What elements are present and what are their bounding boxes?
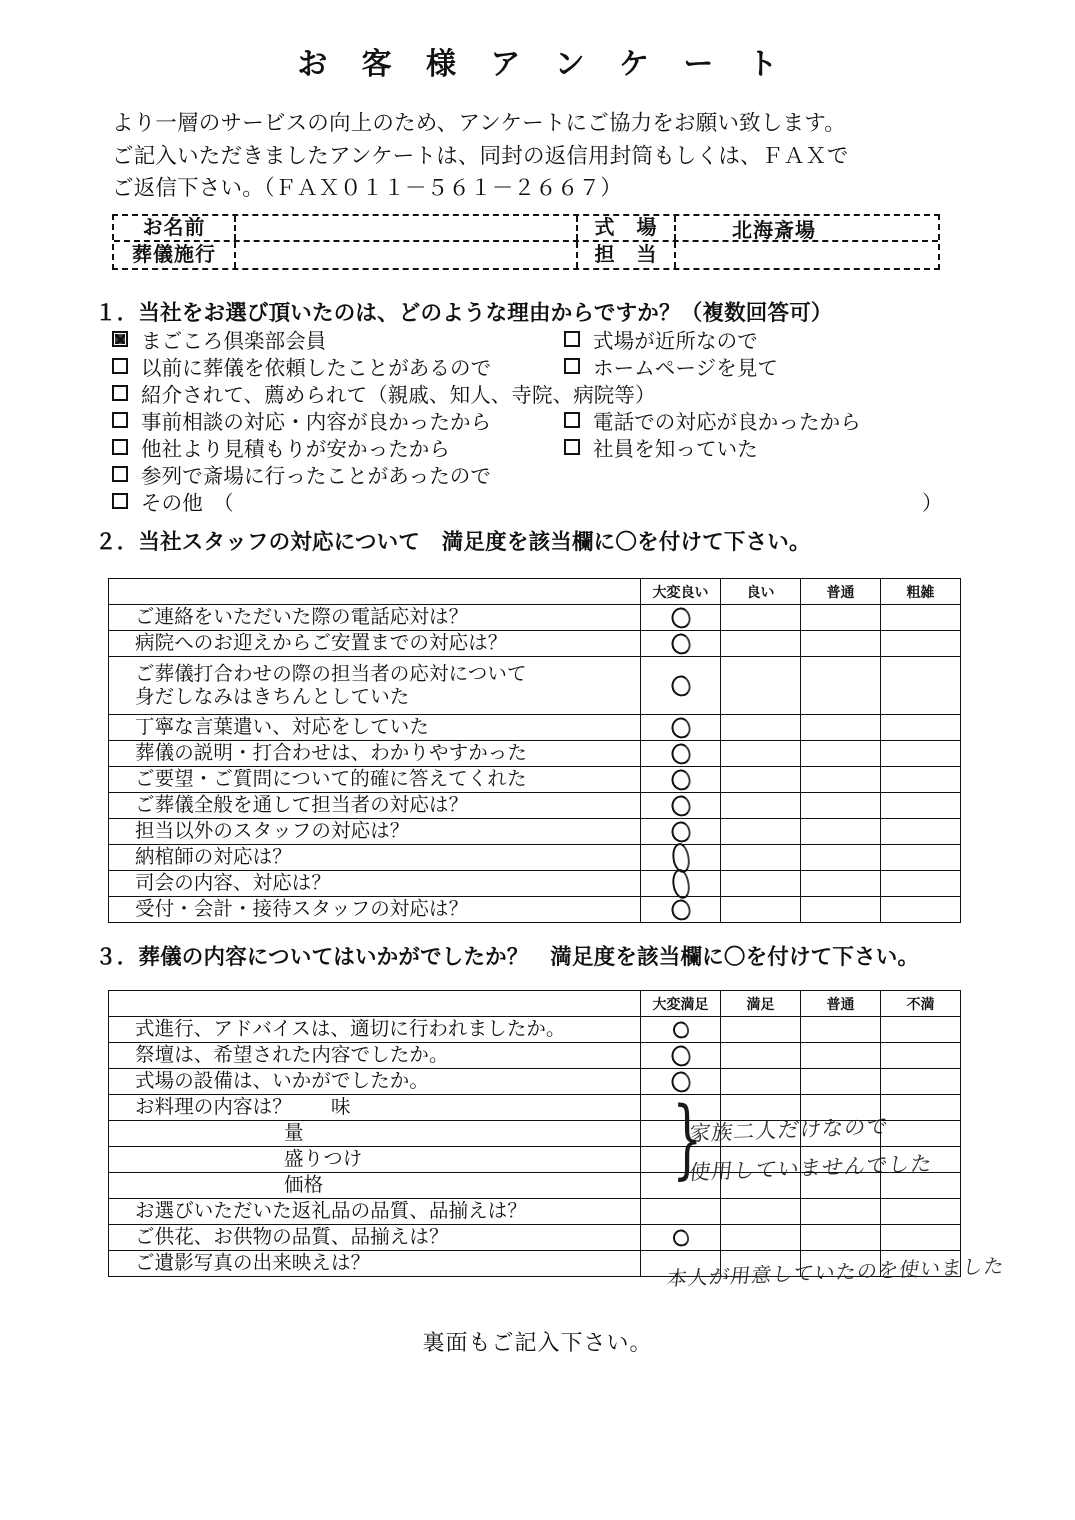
checkbox-icon[interactable] (112, 385, 128, 401)
circle-mark (670, 794, 692, 817)
handwritten-brace: } (672, 1089, 703, 1189)
cell-satisfied[interactable] (721, 1017, 801, 1043)
ceremony-label: 葬儀施行 (114, 242, 236, 268)
venue-label: 式 場 (576, 216, 676, 240)
header-blank (109, 991, 641, 1017)
table-row (109, 1199, 961, 1225)
row-label-food-price: 価格 (109, 1173, 641, 1199)
intro-paragraph (112, 107, 1075, 205)
cell-very-good[interactable] (641, 819, 721, 845)
option-label: 社員を知っていた (593, 437, 758, 461)
cell-dissatisfied[interactable] (881, 1069, 961, 1095)
cell-satisfied[interactable] (721, 1199, 801, 1225)
circle-mark (671, 1020, 689, 1039)
cell-good[interactable] (721, 657, 801, 715)
header-dissatisfied: 不満 (881, 991, 961, 1017)
circle-mark (670, 867, 691, 899)
cell-poor[interactable] (881, 845, 961, 871)
cell-good[interactable] (721, 897, 801, 923)
cell-poor[interactable] (881, 897, 961, 923)
cell-good[interactable] (721, 819, 801, 845)
cell-satisfied[interactable] (721, 1225, 801, 1251)
cell-dissatisfied[interactable] (881, 1199, 961, 1225)
row-label: 受付・会計・接待スタッフの対応は？ (109, 897, 641, 923)
checkbox-icon[interactable] (564, 439, 580, 455)
handwritten-photo-note: 本人が用意していたのを使いました (665, 1253, 1007, 1291)
cell-poor[interactable] (881, 605, 961, 631)
header-average: 普通 (801, 579, 881, 605)
table-row (109, 897, 961, 923)
checkbox-icon[interactable] (564, 331, 580, 347)
circle-mark (670, 674, 692, 697)
row-label: 丁寧な言葉遣い、対応をしていた (109, 715, 641, 741)
checkbox-icon[interactable] (112, 331, 128, 347)
cell-average[interactable] (801, 871, 881, 897)
intro-line-3: ご返信下さい。（ＦＡＸ０１１－５６１－２６６７） (112, 176, 623, 201)
name-label: お名前 (114, 216, 236, 240)
table-row (109, 767, 961, 793)
cell-poor[interactable] (881, 657, 961, 715)
circle-mark (670, 820, 692, 843)
cell-average[interactable] (801, 897, 881, 923)
cell-dissatisfied[interactable] (881, 1043, 961, 1069)
circle-mark (670, 1044, 692, 1067)
question2-heading: ２．当社スタッフの対応について 満足度を該当欄に〇を付けて下さい。 (95, 530, 811, 554)
staff-label: 担 当 (576, 242, 676, 268)
cell-average[interactable] (801, 1069, 881, 1095)
row-label: 担当以外のスタッフの対応は？ (109, 819, 641, 845)
handwritten-food-note-line1: 家族二人だけなので (687, 1114, 890, 1146)
cell-average[interactable] (801, 1043, 881, 1069)
option-homepage[interactable] (564, 351, 778, 381)
cell-very-good[interactable] (641, 767, 721, 793)
customer-info-table (112, 214, 940, 270)
cell-very-good[interactable] (641, 793, 721, 819)
option-label: 紹介されて、薦められて（親戚、知人、寺院、病院等） (141, 383, 656, 407)
intro-line-2: ご記入いただきましたアンケートは、同封の返信用封筒もしくは、ＦＡＸで (112, 143, 849, 168)
cell-satisfied[interactable] (721, 1069, 801, 1095)
option-magokoro-member[interactable] (112, 324, 564, 354)
cell-very-good[interactable] (641, 871, 721, 897)
option-label: ホームページを見て (593, 356, 778, 380)
cell-average[interactable] (801, 605, 881, 631)
option-previous-funeral[interactable] (112, 351, 564, 381)
table-row (109, 871, 961, 897)
cell-very-good[interactable] (641, 605, 721, 631)
cell-poor[interactable] (881, 715, 961, 741)
option-label: 事前相談の対応・内容が良かったから (141, 410, 492, 434)
table-row (109, 1043, 961, 1069)
option-attended-before[interactable] (112, 459, 491, 489)
staff-rating-table (108, 578, 961, 923)
row-label: 式場の設備は、いかがでしたか。 (109, 1069, 641, 1095)
cell-average[interactable] (801, 793, 881, 819)
row-label: 葬儀の説明・打合わせは、わかりやすかった (109, 741, 641, 767)
info-row-name (114, 216, 938, 242)
row-label: 司会の内容、対応は？ (109, 871, 641, 897)
cell-average[interactable] (801, 631, 881, 657)
option-label: その他 （ (141, 491, 234, 515)
circle-mark (670, 768, 692, 791)
table-row (109, 741, 961, 767)
cell-good[interactable] (721, 845, 801, 871)
cell-good[interactable] (721, 767, 801, 793)
header-very-good: 大変良い (641, 579, 721, 605)
cell-average[interactable] (801, 819, 881, 845)
cell-dissatisfied[interactable] (881, 1017, 961, 1043)
cell-average[interactable] (801, 1017, 881, 1043)
cell-average[interactable] (801, 715, 881, 741)
cell-good[interactable] (721, 741, 801, 767)
row-label-food-presentation: 盛りつけ (109, 1147, 641, 1173)
option-label: まごころ倶楽部会員 (141, 329, 327, 353)
cell-very-satisfied[interactable] (641, 1017, 721, 1043)
row-label: ご葬儀全般を通して担当者の対応は？ (109, 793, 641, 819)
cell-satisfied[interactable] (721, 1043, 801, 1069)
option-row (112, 352, 972, 379)
option-venue-nearby[interactable] (564, 324, 758, 354)
cell-very-good[interactable] (641, 897, 721, 923)
option-row (112, 325, 972, 352)
cell-good[interactable] (721, 605, 801, 631)
table-row (109, 1069, 961, 1095)
cell-good[interactable] (721, 793, 801, 819)
ceremony-field[interactable] (236, 242, 576, 268)
staff-field[interactable] (676, 242, 938, 268)
option-referral[interactable] (112, 378, 656, 408)
table-row (109, 1225, 961, 1251)
cell-good[interactable] (721, 631, 801, 657)
table-row (109, 715, 961, 741)
cell-good[interactable] (721, 715, 801, 741)
cell-very-good[interactable] (641, 631, 721, 657)
cell-very-satisfied[interactable] (641, 1199, 721, 1225)
cell-dissatisfied[interactable] (881, 1225, 961, 1251)
table-row (109, 1017, 961, 1043)
option-pre-consultation[interactable] (112, 405, 564, 435)
cell-average[interactable] (801, 1225, 881, 1251)
row-label (109, 657, 641, 715)
cell-average[interactable] (801, 767, 881, 793)
option-other[interactable] (112, 486, 972, 516)
cell-poor[interactable] (881, 819, 961, 845)
row-label: 祭壇は、希望された内容でしたか。 (109, 1043, 641, 1069)
option-phone-response[interactable] (564, 405, 861, 435)
option-row (112, 487, 972, 514)
row-label: 納棺師の対応は？ (109, 845, 641, 871)
checkbox-icon[interactable] (112, 412, 128, 428)
cell-poor[interactable] (881, 871, 961, 897)
question1-options (112, 325, 972, 514)
intro-line-1: より一層のサービスの向上のため、アンケートにご協力をお願い致します。 (112, 111, 846, 135)
table-row (109, 631, 961, 657)
name-field[interactable] (236, 216, 576, 240)
checkbox-icon[interactable] (112, 358, 128, 374)
row-label: 式進行、アドバイスは、適切に行われましたか。 (109, 1017, 641, 1043)
cell-very-satisfied[interactable] (641, 1225, 721, 1251)
table-row (109, 657, 961, 715)
row-label: ご連絡をいただいた際の電話応対は？ (109, 605, 641, 631)
row-label: 病院へのお迎えからご安置までの対応は？ (109, 631, 641, 657)
venue-field[interactable]: 北海斎場 (732, 219, 816, 242)
row-label-return-gift: お選びいただいた返礼品の品質、品揃えは？ (109, 1199, 641, 1225)
row-label: ご要望・ご質問について的確に答えてくれた (109, 767, 641, 793)
question3-heading: ３．葬儀の内容についてはいかがでしたか？ 満足度を該当欄に〇を付けて下さい。 (95, 945, 920, 969)
row-label-line1: ご葬儀打合わせの際の担当者の応対について (135, 663, 527, 686)
other-close-paren: ） (922, 491, 943, 515)
option-label: 参列で斎場に行ったことがあったので (141, 464, 491, 488)
table-row (109, 819, 961, 845)
table-row (109, 845, 961, 871)
table-header-row (109, 991, 961, 1017)
option-row (112, 379, 972, 406)
cell-very-good[interactable] (641, 715, 721, 741)
row-label-food-amount: 量 (109, 1121, 641, 1147)
row-label-portrait: ご遺影写真の出来映えは？ (109, 1251, 641, 1277)
row-label-flowers: ご供花、お供物の品質、品揃えは？ (109, 1225, 641, 1251)
header-average: 普通 (801, 991, 881, 1017)
cell-poor[interactable] (881, 793, 961, 819)
cell-average[interactable] (801, 741, 881, 767)
table-row (109, 793, 961, 819)
option-label: 式場が近所なので (593, 329, 758, 353)
header-satisfied: 満足 (721, 991, 801, 1017)
option-knew-employee[interactable] (564, 432, 758, 462)
cell-poor[interactable] (881, 767, 961, 793)
option-row (112, 460, 972, 487)
cell-average[interactable] (801, 1199, 881, 1225)
checkbox-icon[interactable] (564, 412, 580, 428)
row-label-line2: 身だしなみはきちんとしていた (135, 685, 410, 708)
cell-very-good[interactable] (641, 741, 721, 767)
option-row (112, 406, 972, 433)
header-poor: 粗雑 (881, 579, 961, 605)
checkbox-icon[interactable] (112, 466, 128, 482)
option-label: 他社より見積もりが安かったから (141, 437, 450, 461)
option-cheaper-quote[interactable] (112, 432, 564, 462)
circle-mark (670, 716, 692, 739)
handwritten-food-note-line2: 使用していませんでした (687, 1151, 934, 1185)
footer-note: 裏面もご記入下さい。 (422, 1330, 653, 1355)
header-good: 良い (721, 579, 801, 605)
cell-very-satisfied[interactable] (641, 1043, 721, 1069)
row-label-food-taste: お料理の内容は？ 味 (109, 1095, 641, 1121)
circle-mark (670, 898, 692, 921)
option-row (112, 433, 972, 460)
cell-average[interactable] (801, 657, 881, 715)
cell-very-good[interactable] (641, 845, 721, 871)
circle-mark (671, 1228, 689, 1247)
cell-dissatisfied[interactable] (881, 1121, 961, 1147)
header-blank (109, 579, 641, 605)
header-very-satisfied: 大変満足 (641, 991, 721, 1017)
question1-heading: １．当社をお選び頂いたのは、どのような理由からですか？（複数回答可） (95, 301, 833, 325)
cell-average[interactable] (801, 845, 881, 871)
circle-mark (670, 606, 692, 629)
circle-mark (670, 742, 692, 765)
circle-mark (670, 632, 692, 655)
table-header-row (109, 579, 961, 605)
cell-very-good[interactable] (641, 657, 721, 715)
cell-good[interactable] (721, 871, 801, 897)
page-title: お 客 様 ア ン ケ ー ト (297, 48, 791, 81)
checkbox-icon[interactable] (112, 439, 128, 455)
cell-poor[interactable] (881, 631, 961, 657)
option-label: 以前に葬儀を依頼したことがあるので (141, 356, 492, 380)
info-row-ceremony (114, 242, 938, 268)
checkbox-icon[interactable] (564, 358, 580, 374)
option-label: 電話での対応が良かったから (593, 410, 861, 434)
checkbox-icon[interactable] (112, 493, 128, 509)
cell-poor[interactable] (881, 741, 961, 767)
table-row (109, 605, 961, 631)
cell-dissatisfied[interactable] (881, 1095, 961, 1121)
